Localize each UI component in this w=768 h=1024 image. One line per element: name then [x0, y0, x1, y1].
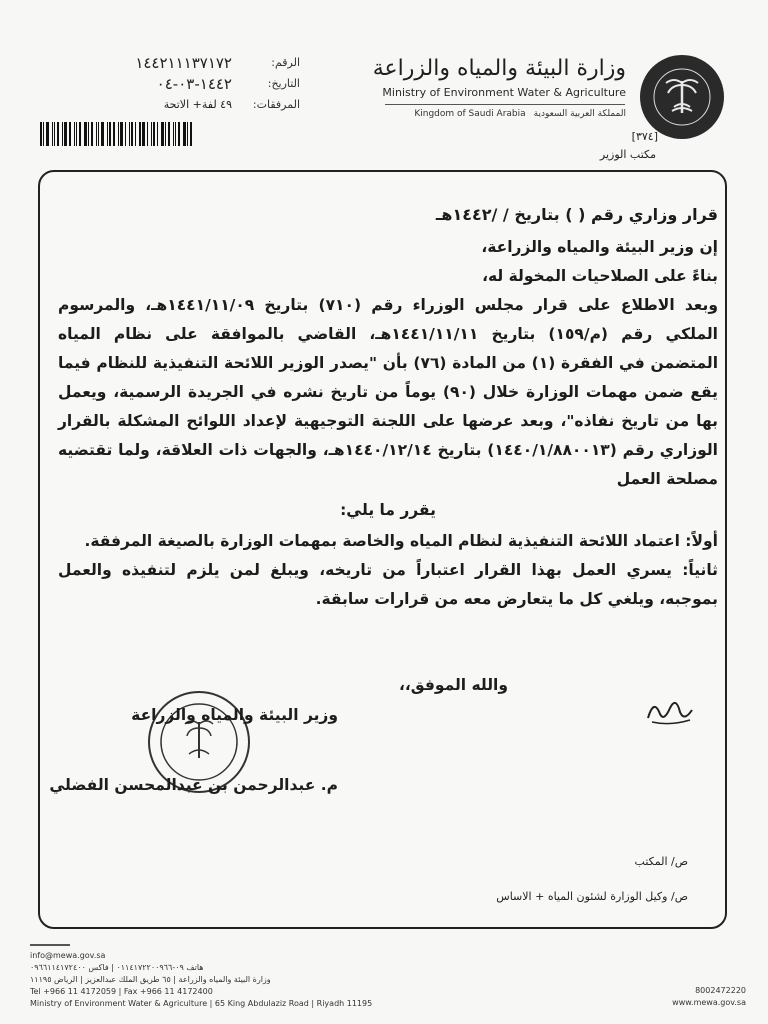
ref-row	[70, 52, 300, 73]
barcode-bar	[76, 122, 77, 146]
footer-divider	[30, 944, 70, 946]
barcode-bar	[79, 122, 81, 146]
barcode-bar	[88, 122, 89, 146]
barcode-bar	[125, 122, 126, 146]
barcode-bar	[187, 122, 188, 146]
ministry-logo	[640, 55, 724, 139]
barcode-bar	[40, 122, 42, 146]
palm-emblem-icon	[652, 67, 712, 127]
cc-office: ص/ المكتب	[634, 855, 688, 868]
barcode-bar	[101, 122, 104, 146]
preamble-paragraph: وبعد الاطلاع على قرار مجلس الوزراء رقم (٧١٠) بتاريخ ١٤٤١/١١/٠٩هـ، والمرسوم الملكي رقم (م/١٥٩) بتاريخ ١٤٤١/١١/١١هـ، القاضي بالموافقة على نظام المياه المتضمن في الفقرة (١) من المادة (٧٦) بأن "يصدر الوزير اللائحة التنفيذية للنظام فيما يقع ضمن مهمات الوزارة خلال (٩٠) يوماً من تاريخ نشره في الجريدة الرسمية، ويعمل بها من تاريخ نفاذه"، وبعد عرضها على اللجنة التوجيهية لإعداد اللوائح المشكلة بالقرار الوزاري رقم (١٤٤٠/١/٨٨٠٠١٣) بتاريخ ١٤٤٠/١٢/١٤هـ، والجهات ذات العلاقة، ولما تقتضيه مصلحة العمل	[58, 296, 719, 488]
barcode-bar	[175, 122, 176, 146]
barcode-bar	[151, 122, 152, 146]
attachments-label: المرفقات:	[252, 98, 300, 111]
date-label: التاريخ:	[267, 77, 300, 90]
footer-doc-number: 8002472220	[695, 986, 746, 995]
decision-body	[58, 200, 718, 614]
barcode-bar	[62, 122, 63, 146]
kingdom-line	[414, 109, 626, 119]
ref-value: ١٤٤٢١١١٣٧١٧٢	[135, 53, 232, 72]
barcode-bar	[153, 122, 155, 146]
barcode-bar	[142, 122, 145, 146]
barcode-bar	[173, 122, 174, 146]
ministry-name-ar: وزارة البيئة والمياه والزراعة	[372, 56, 626, 81]
barcode-bar	[109, 122, 111, 146]
barcode-bar	[161, 122, 164, 146]
kingdom-ar: المملكة العربية السعودية	[533, 109, 626, 119]
kingdom-en: Kingdom of Saudi Arabia	[414, 109, 526, 119]
footer-address-en: Ministry of Environment Water & Agriculture | 65 King Abdulaziz Road | Riyadh 11195	[30, 999, 373, 1008]
ministry-name-en: Ministry of Environment Water & Agriculture	[382, 86, 626, 99]
barcode-bar	[165, 122, 166, 146]
barcode-bar	[190, 122, 192, 146]
decides-heading: يقرر ما يلي:	[340, 501, 436, 519]
barcode-bar	[43, 122, 44, 146]
decision-number-line: قرار وزاري رقم ( ) بتاريخ / /١٤٤٢هـ	[435, 205, 718, 224]
footer-contact	[30, 950, 372, 1010]
barcode-bar	[54, 122, 55, 146]
barcode-bar	[131, 122, 133, 146]
barcode-bar	[84, 122, 87, 146]
attachments-value: ٤٩ لفة+ الاتحة	[163, 98, 232, 111]
header-divider	[385, 104, 625, 105]
barcode-bar	[57, 122, 59, 146]
barcode-bar	[139, 122, 141, 146]
minister-name: م. عبدالرحمن بن عبدالمحسن الفضلي	[49, 776, 338, 794]
handwritten-signature	[640, 692, 700, 732]
barcode-bar	[129, 122, 130, 146]
footer-website: www.mewa.gov.sa	[672, 998, 746, 1007]
footer-right	[672, 985, 746, 1009]
cc-deputy: ص/ وكيل الوزارة لشئون المياه + الاساس	[496, 890, 688, 903]
barcode-bar	[91, 122, 93, 146]
barcode-bar	[118, 122, 119, 146]
barcode-bar	[69, 122, 71, 146]
closing-line: والله الموفق،،	[398, 676, 508, 694]
office-label: مكتب الوزير	[599, 148, 656, 161]
barcode-bar	[147, 122, 148, 146]
minister-title: وزير البيئة والمياه والزراعة	[131, 706, 338, 724]
footer-address-ar: وزارة البيئة والمياه والزراعة | ٦٥ طريق الملك عبدالعزيز | الرياض ١١١٩٥	[30, 975, 271, 984]
barcode-bar	[107, 122, 108, 146]
footer-email: info@mewa.gov.sa	[30, 951, 106, 960]
minister-intro: إن وزير البيئة والمياه والزراعة،	[481, 238, 718, 256]
barcode-bar	[183, 122, 186, 146]
barcode-bar	[98, 122, 99, 146]
date-value: ١٤٤٢-٠٣-٠٤	[156, 74, 232, 93]
footer-phone-ar: هاتف ٠٩-٠١١٤١٧٢٢٠٠٩٦٦ | فاكس ٠٩٦٦١١٤١٧٢٤٠٠	[30, 963, 204, 972]
date-row	[70, 73, 300, 94]
reference-block	[70, 52, 300, 115]
barcode-bar	[46, 122, 49, 146]
barcode-bar	[64, 122, 67, 146]
office-code: [٣٧٤]	[631, 130, 658, 143]
footer-phone-en: Tel +966 11 4172059 | Fax +966 11 4172400	[30, 987, 213, 996]
barcode-bar	[52, 122, 53, 146]
barcode-bar	[74, 122, 75, 146]
article-first: أولاً: اعتماد اللائحة التنفيذية لنظام المياه والخاصة بمهمات الوزارة بالصيغة المرفقة.	[84, 532, 718, 550]
barcode-bar	[113, 122, 115, 146]
barcode-bar	[168, 122, 170, 146]
authority-line: بناءً على الصلاحيات المخولة له،	[482, 267, 718, 285]
barcode-bar	[178, 122, 180, 146]
barcode-bar	[135, 122, 136, 146]
barcode-bar	[157, 122, 158, 146]
barcode-bar	[96, 122, 97, 146]
barcode-bar	[120, 122, 123, 146]
barcode	[40, 122, 208, 146]
ref-label: الرقم:	[271, 56, 300, 69]
attachments-row	[70, 94, 300, 115]
article-second: ثانياً: يسري العمل بهذا القرار اعتباراً من تاريخه، ويبلغ لمن يلزم لتنفيذه والعمل بموجبه، ويلغي كل ما يتعارض معه من قرارات سابقة.	[58, 561, 718, 608]
